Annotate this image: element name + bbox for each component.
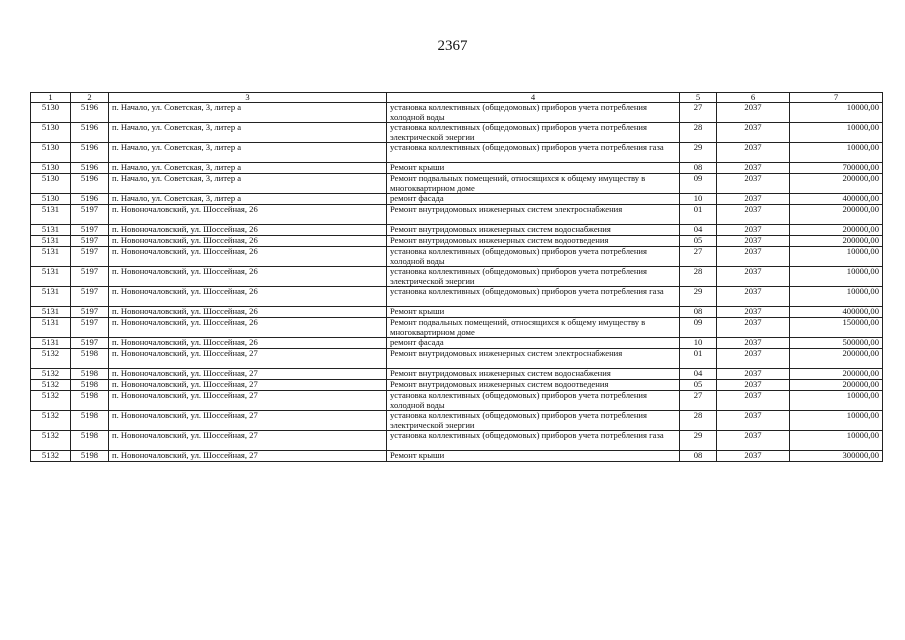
cell-cost: 10000,00 — [790, 431, 883, 451]
table-row — [31, 411, 883, 431]
cell-year: 2037 — [717, 380, 790, 391]
cell-year: 2037 — [717, 318, 790, 338]
table-row — [31, 174, 883, 194]
cell-address: п. Новоночаловский, ул. Шоссейная, 26 — [109, 205, 387, 225]
cell-work-type: ремонт фасада — [387, 194, 680, 205]
cell-number: 5131 — [31, 247, 71, 267]
cell-number: 5131 — [31, 205, 71, 225]
cell-work-type: установка коллективных (общедомовых) приборов учета потребления газа — [387, 143, 680, 163]
cell-address: п. Новоночаловский, ул. Шоссейная, 27 — [109, 411, 387, 431]
cell-year: 2037 — [717, 287, 790, 307]
cell-work-code: 01 — [680, 205, 717, 225]
cell-address: п. Новоночаловский, ул. Шоссейная, 27 — [109, 451, 387, 462]
cell-work-type: установка коллективных (общедомовых) приборов учета потребления холодной воды — [387, 391, 680, 411]
cell-work-type: Ремонт внутридомовых инженерных систем электроснабжения — [387, 349, 680, 369]
cell-address: п. Начало, ул. Советская, 3, литер а — [109, 123, 387, 143]
cell-cost: 150000,00 — [790, 318, 883, 338]
cell-cost: 500000,00 — [790, 338, 883, 349]
cell-year: 2037 — [717, 267, 790, 287]
cell-address: п. Начало, ул. Советская, 3, литер а — [109, 143, 387, 163]
cell-house-id: 5198 — [71, 380, 109, 391]
cell-work-type: Ремонт подвальных помещений, относящихся к общему имуществу в многоквартирном доме — [387, 174, 680, 194]
cell-house-id: 5198 — [71, 391, 109, 411]
table-row — [31, 307, 883, 318]
cell-cost: 10000,00 — [790, 247, 883, 267]
table-row — [31, 338, 883, 349]
cell-house-id: 5196 — [71, 143, 109, 163]
cell-address: п. Начало, ул. Советская, 3, литер а — [109, 174, 387, 194]
table-row — [31, 451, 883, 462]
cell-house-id: 5197 — [71, 236, 109, 247]
table-row — [31, 287, 883, 307]
cell-work-code: 08 — [680, 451, 717, 462]
cell-address: п. Новоночаловский, ул. Шоссейная, 27 — [109, 369, 387, 380]
cell-number: 5130 — [31, 194, 71, 205]
cell-cost: 10000,00 — [790, 411, 883, 431]
cell-work-code: 28 — [680, 123, 717, 143]
cell-work-type: Ремонт крыши — [387, 163, 680, 174]
cell-year: 2037 — [717, 349, 790, 369]
column-header: 6 — [717, 93, 790, 103]
cell-year: 2037 — [717, 451, 790, 462]
cell-cost: 200000,00 — [790, 236, 883, 247]
cell-house-id: 5198 — [71, 369, 109, 380]
cell-house-id: 5198 — [71, 451, 109, 462]
cell-work-code: 28 — [680, 267, 717, 287]
table-row — [31, 236, 883, 247]
cell-work-code: 08 — [680, 307, 717, 318]
cell-number: 5130 — [31, 174, 71, 194]
cell-address: п. Начало, ул. Советская, 3, литер а — [109, 103, 387, 123]
table-row — [31, 318, 883, 338]
cell-number: 5131 — [31, 338, 71, 349]
cell-year: 2037 — [717, 143, 790, 163]
cell-work-code: 27 — [680, 247, 717, 267]
cell-number: 5131 — [31, 267, 71, 287]
cell-house-id: 5198 — [71, 349, 109, 369]
table-row — [31, 205, 883, 225]
cell-work-type: Ремонт внутридомовых инженерных систем водоотведения — [387, 380, 680, 391]
cell-house-id: 5196 — [71, 123, 109, 143]
cell-number: 5131 — [31, 307, 71, 318]
cell-number: 5130 — [31, 143, 71, 163]
cell-number: 5131 — [31, 225, 71, 236]
cell-cost: 200000,00 — [790, 205, 883, 225]
column-header: 5 — [680, 93, 717, 103]
cell-work-type: Ремонт внутридомовых инженерных систем электроснабжения — [387, 205, 680, 225]
cell-cost: 400000,00 — [790, 307, 883, 318]
cell-cost: 200000,00 — [790, 369, 883, 380]
cell-work-code: 09 — [680, 174, 717, 194]
cell-work-code: 04 — [680, 225, 717, 236]
cell-year: 2037 — [717, 431, 790, 451]
cell-address: п. Новоночаловский, ул. Шоссейная, 27 — [109, 349, 387, 369]
cell-address: п. Начало, ул. Советская, 3, литер а — [109, 163, 387, 174]
cell-house-id: 5197 — [71, 205, 109, 225]
cell-number: 5131 — [31, 236, 71, 247]
table-row — [31, 380, 883, 391]
cell-work-type: Ремонт крыши — [387, 451, 680, 462]
table-row — [31, 123, 883, 143]
cell-cost: 200000,00 — [790, 174, 883, 194]
cell-house-id: 5197 — [71, 247, 109, 267]
cell-work-code: 09 — [680, 318, 717, 338]
cell-address: п. Новоночаловский, ул. Шоссейная, 26 — [109, 338, 387, 349]
cell-cost: 10000,00 — [790, 123, 883, 143]
cell-number: 5132 — [31, 369, 71, 380]
cell-work-code: 29 — [680, 143, 717, 163]
table-row — [31, 431, 883, 451]
cell-address: п. Новоночаловский, ул. Шоссейная, 27 — [109, 391, 387, 411]
cell-work-type: Ремонт крыши — [387, 307, 680, 318]
cell-number: 5132 — [31, 349, 71, 369]
table-row — [31, 103, 883, 123]
cell-work-type: установка коллективных (общедомовых) приборов учета потребления электрической энергии — [387, 123, 680, 143]
cell-address: п. Начало, ул. Советская, 3, литер а — [109, 194, 387, 205]
cell-work-code: 08 — [680, 163, 717, 174]
cell-cost: 200000,00 — [790, 380, 883, 391]
cell-cost: 300000,00 — [790, 451, 883, 462]
cell-work-type: установка коллективных (общедомовых) приборов учета потребления электрической энергии — [387, 411, 680, 431]
cell-number: 5132 — [31, 391, 71, 411]
cell-cost: 200000,00 — [790, 349, 883, 369]
cell-year: 2037 — [717, 307, 790, 318]
cell-number: 5132 — [31, 431, 71, 451]
capital-repair-table — [30, 92, 883, 462]
cell-work-type: ремонт фасада — [387, 338, 680, 349]
cell-house-id: 5197 — [71, 338, 109, 349]
cell-work-type: Ремонт внутридомовых инженерных систем водоснабжения — [387, 369, 680, 380]
cell-year: 2037 — [717, 103, 790, 123]
cell-house-id: 5196 — [71, 194, 109, 205]
cell-work-type: установка коллективных (общедомовых) приборов учета потребления холодной воды — [387, 247, 680, 267]
cell-house-id: 5198 — [71, 411, 109, 431]
table-row — [31, 391, 883, 411]
cell-work-code: 01 — [680, 349, 717, 369]
table-row — [31, 225, 883, 236]
column-header: 3 — [109, 93, 387, 103]
table-header-row — [31, 93, 883, 103]
cell-work-type: установка коллективных (общедомовых) приборов учета потребления электрической энергии — [387, 267, 680, 287]
cell-cost: 10000,00 — [790, 267, 883, 287]
cell-number: 5132 — [31, 411, 71, 431]
cell-year: 2037 — [717, 225, 790, 236]
table-row — [31, 267, 883, 287]
cell-work-code: 05 — [680, 236, 717, 247]
column-header: 4 — [387, 93, 680, 103]
cell-address: п. Новоночаловский, ул. Шоссейная, 26 — [109, 318, 387, 338]
cell-work-type: Ремонт внутридомовых инженерных систем водоснабжения — [387, 225, 680, 236]
cell-address: п. Новоночаловский, ул. Шоссейная, 26 — [109, 287, 387, 307]
cell-year: 2037 — [717, 247, 790, 267]
cell-number: 5131 — [31, 318, 71, 338]
cell-year: 2037 — [717, 194, 790, 205]
column-header: 2 — [71, 93, 109, 103]
cell-work-code: 27 — [680, 103, 717, 123]
cell-year: 2037 — [717, 205, 790, 225]
cell-work-code: 05 — [680, 380, 717, 391]
cell-house-id: 5196 — [71, 103, 109, 123]
cell-year: 2037 — [717, 391, 790, 411]
cell-number: 5131 — [31, 287, 71, 307]
cell-address: п. Новоночаловский, ул. Шоссейная, 26 — [109, 267, 387, 287]
table-row — [31, 143, 883, 163]
cell-house-id: 5197 — [71, 287, 109, 307]
cell-work-code: 04 — [680, 369, 717, 380]
cell-house-id: 5197 — [71, 307, 109, 318]
cell-address: п. Новоночаловский, ул. Шоссейная, 26 — [109, 247, 387, 267]
cell-year: 2037 — [717, 123, 790, 143]
cell-year: 2037 — [717, 411, 790, 431]
cell-address: п. Новоночаловский, ул. Шоссейная, 27 — [109, 380, 387, 391]
cell-cost: 10000,00 — [790, 287, 883, 307]
cell-work-type: установка коллективных (общедомовых) приборов учета потребления газа — [387, 287, 680, 307]
table-row — [31, 349, 883, 369]
cell-address: п. Новоночаловский, ул. Шоссейная, 26 — [109, 225, 387, 236]
cell-year: 2037 — [717, 236, 790, 247]
cell-house-id: 5197 — [71, 267, 109, 287]
cell-work-code: 28 — [680, 411, 717, 431]
cell-year: 2037 — [717, 174, 790, 194]
cell-number: 5130 — [31, 123, 71, 143]
cell-cost: 10000,00 — [790, 143, 883, 163]
column-header: 7 — [790, 93, 883, 103]
cell-work-code: 27 — [680, 391, 717, 411]
cell-house-id: 5198 — [71, 431, 109, 451]
cell-work-code: 10 — [680, 338, 717, 349]
column-header: 1 — [31, 93, 71, 103]
cell-cost: 10000,00 — [790, 103, 883, 123]
cell-year: 2037 — [717, 369, 790, 380]
cell-cost: 400000,00 — [790, 194, 883, 205]
table-row — [31, 194, 883, 205]
cell-year: 2037 — [717, 338, 790, 349]
table-row — [31, 247, 883, 267]
cell-number: 5130 — [31, 163, 71, 174]
cell-work-code: 29 — [680, 287, 717, 307]
cell-cost: 200000,00 — [790, 225, 883, 236]
cell-house-id: 5197 — [71, 318, 109, 338]
cell-work-code: 10 — [680, 194, 717, 205]
cell-house-id: 5196 — [71, 174, 109, 194]
cell-work-type: Ремонт подвальных помещений, относящихся к общему имуществу в многоквартирном доме — [387, 318, 680, 338]
cell-work-type: Ремонт внутридомовых инженерных систем водоотведения — [387, 236, 680, 247]
cell-address: п. Новоночаловский, ул. Шоссейная, 26 — [109, 236, 387, 247]
cell-house-id: 5196 — [71, 163, 109, 174]
cell-year: 2037 — [717, 163, 790, 174]
page-number: 2367 — [437, 38, 468, 54]
cell-number: 5130 — [31, 103, 71, 123]
cell-work-type: установка коллективных (общедомовых) приборов учета потребления газа — [387, 431, 680, 451]
cell-work-code: 29 — [680, 431, 717, 451]
table-row — [31, 369, 883, 380]
cell-cost: 10000,00 — [790, 391, 883, 411]
cell-number: 5132 — [31, 451, 71, 462]
table-row — [31, 163, 883, 174]
cell-work-type: установка коллективных (общедомовых) приборов учета потребления холодной воды — [387, 103, 680, 123]
cell-address: п. Новоночаловский, ул. Шоссейная, 27 — [109, 431, 387, 451]
cell-cost: 700000,00 — [790, 163, 883, 174]
cell-number: 5132 — [31, 380, 71, 391]
cell-house-id: 5197 — [71, 225, 109, 236]
cell-address: п. Новоночаловский, ул. Шоссейная, 26 — [109, 307, 387, 318]
